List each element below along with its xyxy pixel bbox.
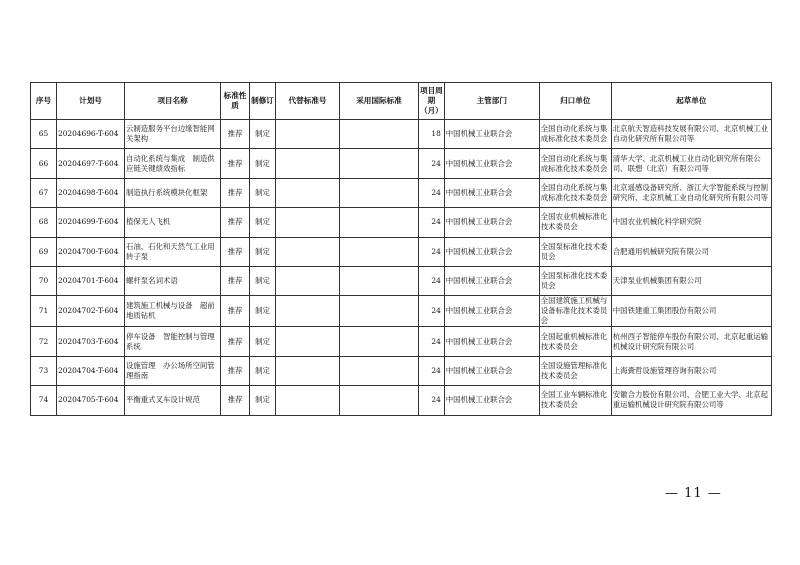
table-row [31, 386, 772, 415]
cell-no: 67 [31, 178, 57, 207]
cell-no: 69 [31, 237, 57, 266]
cell-period: 24 [419, 327, 445, 356]
cell-centralized-unit: 全国自动化系统与集成标准化技术委员会 [539, 120, 611, 149]
cell-project-name: 石油、石化和天然气工业用转子泵 [125, 237, 221, 266]
cell-centralized-unit: 全国自动化系统与集成标准化技术委员会 [539, 178, 611, 207]
cell-authority: 中国机械工业联合会 [444, 296, 539, 327]
cell-replace-std [276, 327, 340, 356]
cell-period: 24 [419, 386, 445, 415]
cell-no: 74 [31, 386, 57, 415]
cell-authority: 中国机械工业联合会 [444, 208, 539, 237]
cell-centralized-unit: 全国泵标准化技术委员会 [539, 266, 611, 295]
header-authority: 主管部门 [444, 83, 539, 120]
cell-intl-std [340, 266, 419, 295]
cell-make-revise: 制定 [250, 266, 276, 295]
cell-intl-std [340, 327, 419, 356]
header-period: 项目周期（月） [419, 83, 445, 120]
cell-no: 68 [31, 208, 57, 237]
cell-make-revise: 制定 [250, 120, 276, 149]
cell-intl-std [340, 386, 419, 415]
cell-std-nature: 推荐 [221, 208, 250, 237]
cell-drafting-unit: 清华大学、北京机械工业自动化研究所有限公司、联想（北京）有限公司等 [611, 149, 771, 178]
cell-make-revise: 制定 [250, 356, 276, 385]
cell-no: 65 [31, 120, 57, 149]
cell-project-name: 云制造服务平台边缘智能网关架构 [125, 120, 221, 149]
cell-drafting-unit: 安徽合力股份有限公司、合肥工业大学、北京起重运输机械设计研究院有限公司等 [611, 386, 771, 415]
cell-replace-std [276, 296, 340, 327]
cell-drafting-unit: 中国铁建重工集团股份有限公司 [611, 296, 771, 327]
cell-project-name: 螺杆泵名词术语 [125, 266, 221, 295]
cell-make-revise: 制定 [250, 178, 276, 207]
table-row [31, 296, 772, 327]
cell-period: 24 [419, 356, 445, 385]
cell-project-name: 自动化系统与集成 制造供应链关键绩效指标 [125, 149, 221, 178]
cell-centralized-unit: 全国建筑施工机械与设备标准化技术委员会 [539, 296, 611, 327]
cell-intl-std [340, 296, 419, 327]
cell-make-revise: 制定 [250, 149, 276, 178]
cell-plan-no: 20204697-T-604 [57, 149, 125, 178]
header-replace-std: 代替标准号 [276, 83, 340, 120]
table-row [31, 178, 772, 207]
cell-make-revise: 制定 [250, 386, 276, 415]
table-row [31, 266, 772, 295]
table-header-row [31, 83, 772, 120]
cell-plan-no: 20204701-T-604 [57, 266, 125, 295]
table-row [31, 149, 772, 178]
cell-plan-no: 20204705-T-604 [57, 386, 125, 415]
cell-centralized-unit: 全国起重机械标准化技术委员会 [539, 327, 611, 356]
table-row [31, 327, 772, 356]
header-intl-std: 采用国际标准 [340, 83, 419, 120]
cell-drafting-unit: 天津泵业机械集团有限公司 [611, 266, 771, 295]
cell-make-revise: 制定 [250, 237, 276, 266]
cell-plan-no: 20204699-T-604 [57, 208, 125, 237]
cell-authority: 中国机械工业联合会 [444, 237, 539, 266]
header-no: 序号 [31, 83, 57, 120]
cell-period: 24 [419, 149, 445, 178]
cell-std-nature: 推荐 [221, 327, 250, 356]
cell-drafting-unit: 杭州西子智能停车股份有限公司、北京起重运输机械设计研究院有限公司 [611, 327, 771, 356]
cell-drafting-unit: 北京航天智造科技发展有限公司、北京机械工业自动化研究所有限公司等 [611, 120, 771, 149]
cell-drafting-unit: 合肥通用机械研究院有限公司 [611, 237, 771, 266]
cell-centralized-unit: 全国设施管理标准化技术委员会 [539, 356, 611, 385]
cell-authority: 中国机械工业联合会 [444, 327, 539, 356]
cell-centralized-unit: 全国自动化系统与集成标准化技术委员会 [539, 149, 611, 178]
header-centralized-unit: 归口单位 [539, 83, 611, 120]
cell-std-nature: 推荐 [221, 356, 250, 385]
cell-std-nature: 推荐 [221, 149, 250, 178]
cell-no: 72 [31, 327, 57, 356]
cell-replace-std [276, 386, 340, 415]
cell-drafting-unit: 上海賫哲设施管理咨询有限公司 [611, 356, 771, 385]
cell-centralized-unit: 全国农业机械标准化技术委员会 [539, 208, 611, 237]
header-std-nature: 标准性质 [221, 83, 250, 120]
cell-plan-no: 20204696-T-604 [57, 120, 125, 149]
cell-period: 24 [419, 237, 445, 266]
table-row [31, 237, 772, 266]
cell-std-nature: 推荐 [221, 266, 250, 295]
header-project-name: 项目名称 [125, 83, 221, 120]
header-plan-no: 计划号 [57, 83, 125, 120]
cell-no: 66 [31, 149, 57, 178]
cell-period: 18 [419, 120, 445, 149]
cell-project-name: 停车设备 智能控制与管理系统 [125, 327, 221, 356]
cell-period: 24 [419, 296, 445, 327]
cell-replace-std [276, 149, 340, 178]
cell-std-nature: 推荐 [221, 296, 250, 327]
cell-centralized-unit: 全国泵标准化技术委员会 [539, 237, 611, 266]
cell-drafting-unit: 中国农业机械化科学研究院 [611, 208, 771, 237]
cell-authority: 中国机械工业联合会 [444, 178, 539, 207]
cell-make-revise: 制定 [250, 208, 276, 237]
cell-std-nature: 推荐 [221, 386, 250, 415]
cell-project-name: 建筑施工机械与设备 超前地质钻机 [125, 296, 221, 327]
cell-intl-std [340, 237, 419, 266]
cell-plan-no: 20204704-T-604 [57, 356, 125, 385]
cell-make-revise: 制定 [250, 296, 276, 327]
cell-plan-no: 20204703-T-604 [57, 327, 125, 356]
cell-plan-no: 20204702-T-604 [57, 296, 125, 327]
cell-authority: 中国机械工业联合会 [444, 120, 539, 149]
standards-table-page [30, 82, 772, 416]
cell-no: 70 [31, 266, 57, 295]
cell-std-nature: 推荐 [221, 178, 250, 207]
cell-project-name: 平衡重式叉车设计规范 [125, 386, 221, 415]
cell-drafting-unit: 北京遥感设备研究所、浙江大学智能系统与控制研究所、北京机械工业自动化研究所有限公司等 [611, 178, 771, 207]
cell-period: 24 [419, 178, 445, 207]
cell-project-name: 植保无人飞机 [125, 208, 221, 237]
cell-project-name: 制造执行系统模块化框架 [125, 178, 221, 207]
cell-replace-std [276, 208, 340, 237]
cell-period: 24 [419, 208, 445, 237]
cell-authority: 中国机械工业联合会 [444, 149, 539, 178]
cell-authority: 中国机械工业联合会 [444, 386, 539, 415]
cell-std-nature: 推荐 [221, 120, 250, 149]
table-row [31, 208, 772, 237]
cell-authority: 中国机械工业联合会 [444, 266, 539, 295]
cell-centralized-unit: 全国工业车辆标准化技术委员会 [539, 386, 611, 415]
cell-replace-std [276, 266, 340, 295]
standards-plan-table [30, 82, 772, 416]
cell-replace-std [276, 356, 340, 385]
cell-replace-std [276, 178, 340, 207]
page-number: — 11 — [665, 486, 722, 501]
cell-std-nature: 推荐 [221, 237, 250, 266]
cell-no: 73 [31, 356, 57, 385]
cell-intl-std [340, 149, 419, 178]
cell-make-revise: 制定 [250, 327, 276, 356]
cell-authority: 中国机械工业联合会 [444, 356, 539, 385]
cell-project-name: 设施管理 办公场所空间管理指南 [125, 356, 221, 385]
cell-intl-std [340, 178, 419, 207]
cell-intl-std [340, 120, 419, 149]
cell-period: 24 [419, 266, 445, 295]
table-row [31, 356, 772, 385]
table-row [31, 120, 772, 149]
cell-plan-no: 20204698-T-604 [57, 178, 125, 207]
header-drafting-unit: 起草单位 [611, 83, 771, 120]
cell-replace-std [276, 120, 340, 149]
cell-intl-std [340, 208, 419, 237]
cell-no: 71 [31, 296, 57, 327]
cell-replace-std [276, 237, 340, 266]
cell-intl-std [340, 356, 419, 385]
header-make-revise: 制修订 [250, 83, 276, 120]
cell-plan-no: 20204700-T-604 [57, 237, 125, 266]
